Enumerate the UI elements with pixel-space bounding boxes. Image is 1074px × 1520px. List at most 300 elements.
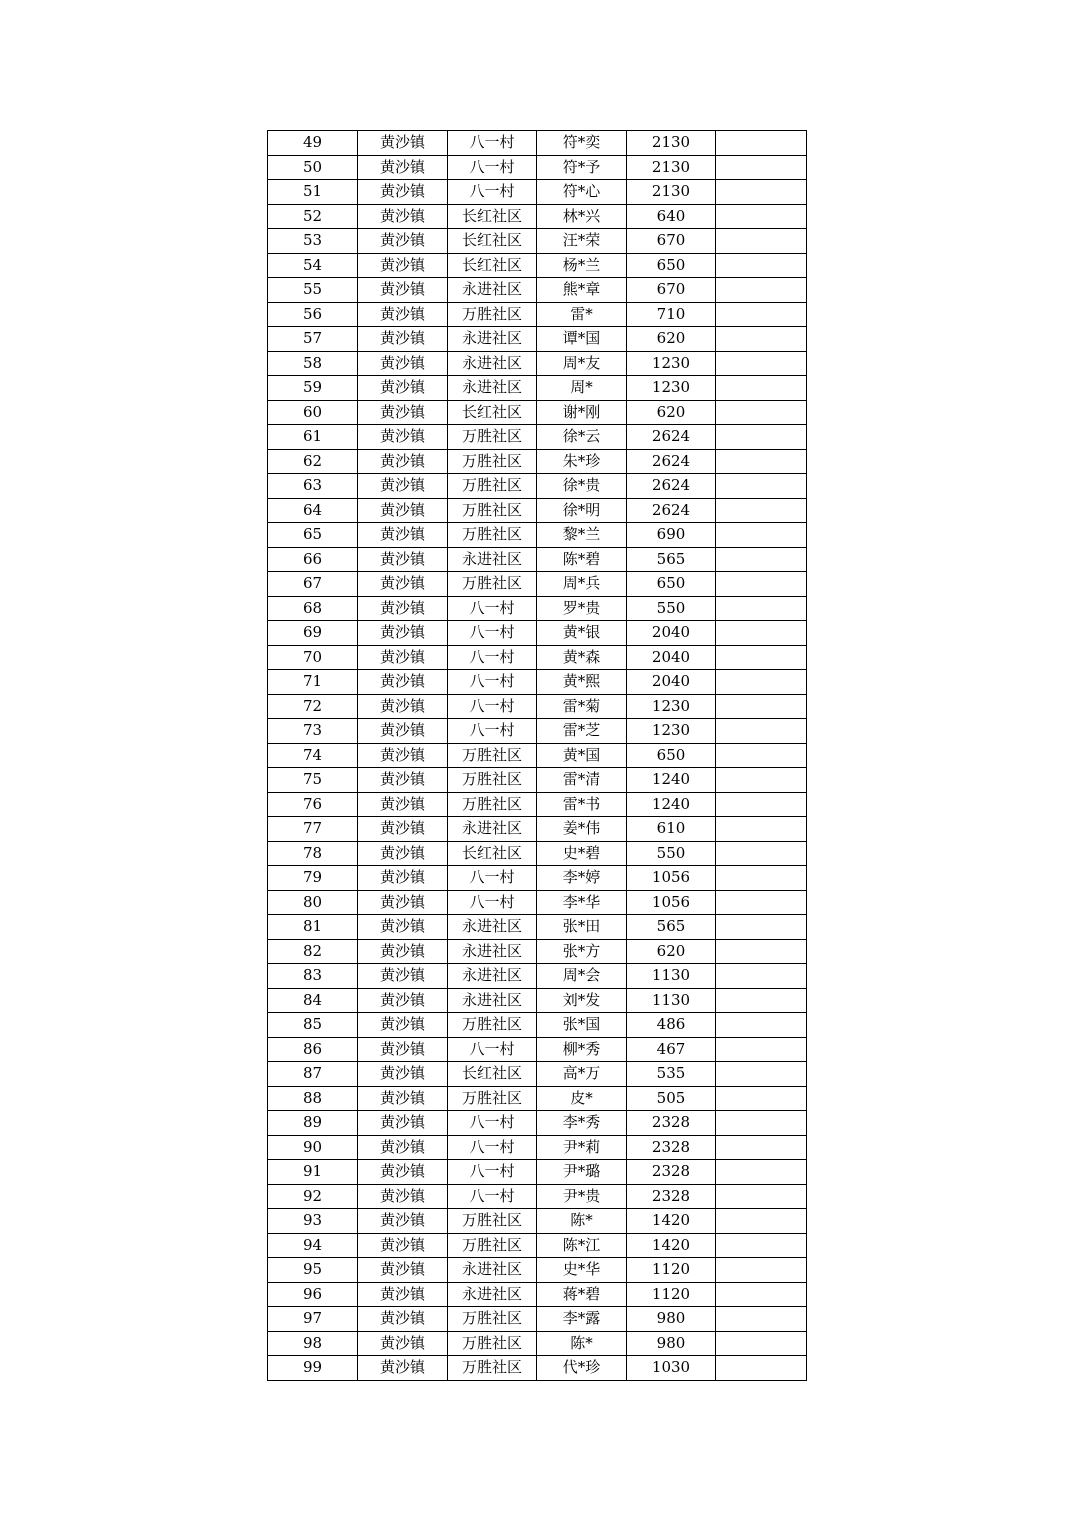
row-number-cell: 98 [268,1331,358,1356]
note-cell [716,621,807,646]
town-cell: 黄沙镇 [358,278,448,303]
table-row [268,1209,807,1234]
town-cell: 黄沙镇 [358,1356,448,1381]
row-number-cell: 66 [268,547,358,572]
table-row [268,1086,807,1111]
amount-cell: 610 [627,817,716,842]
note-cell [716,1258,807,1283]
amount-cell: 467 [627,1037,716,1062]
note-cell [716,400,807,425]
town-cell: 黄沙镇 [358,694,448,719]
row-number-cell: 61 [268,425,358,450]
note-cell [716,1135,807,1160]
village-cell: 永进社区 [448,939,537,964]
name-cell: 符*奕 [537,131,627,156]
village-cell: 八一村 [448,694,537,719]
table-row [268,229,807,254]
table-row [268,1282,807,1307]
amount-cell: 2130 [627,180,716,205]
row-number-cell: 50 [268,155,358,180]
name-cell: 尹*璐 [537,1160,627,1185]
village-cell: 八一村 [448,1160,537,1185]
note-cell [716,229,807,254]
name-cell: 符*心 [537,180,627,205]
town-cell: 黄沙镇 [358,425,448,450]
town-cell: 黄沙镇 [358,621,448,646]
table-row [268,572,807,597]
amount-cell: 1230 [627,719,716,744]
table-row [268,1184,807,1209]
amount-cell: 1420 [627,1209,716,1234]
village-cell: 永进社区 [448,327,537,352]
amount-cell: 1230 [627,351,716,376]
row-number-cell: 58 [268,351,358,376]
village-cell: 万胜社区 [448,768,537,793]
name-cell: 陈* [537,1209,627,1234]
town-cell: 黄沙镇 [358,302,448,327]
row-number-cell: 97 [268,1307,358,1332]
amount-cell: 980 [627,1331,716,1356]
village-cell: 长红社区 [448,841,537,866]
town-cell: 黄沙镇 [358,131,448,156]
village-cell: 永进社区 [448,817,537,842]
note-cell [716,1013,807,1038]
table-row [268,1013,807,1038]
name-cell: 周*友 [537,351,627,376]
amount-cell: 550 [627,841,716,866]
name-cell: 徐*贵 [537,474,627,499]
town-cell: 黄沙镇 [358,547,448,572]
amount-cell: 2040 [627,621,716,646]
note-cell [716,1160,807,1185]
table-row [268,400,807,425]
town-cell: 黄沙镇 [358,1160,448,1185]
village-cell: 八一村 [448,180,537,205]
village-cell: 永进社区 [448,547,537,572]
town-cell: 黄沙镇 [358,523,448,548]
table-row [268,817,807,842]
note-cell [716,792,807,817]
amount-cell: 1420 [627,1233,716,1258]
name-cell: 陈* [537,1331,627,1356]
name-cell: 尹*莉 [537,1135,627,1160]
table-row [268,890,807,915]
table-row [268,1258,807,1283]
roster-table-body [268,131,807,1381]
note-cell [716,278,807,303]
amount-cell: 2328 [627,1184,716,1209]
row-number-cell: 77 [268,817,358,842]
amount-cell: 1030 [627,1356,716,1381]
table-row [268,376,807,401]
note-cell [716,425,807,450]
amount-cell: 670 [627,278,716,303]
town-cell: 黄沙镇 [358,645,448,670]
row-number-cell: 81 [268,915,358,940]
amount-cell: 2624 [627,425,716,450]
amount-cell: 2040 [627,670,716,695]
name-cell: 雷*清 [537,768,627,793]
table-row [268,645,807,670]
table-row [268,1356,807,1381]
name-cell: 雷* [537,302,627,327]
name-cell: 雷*菊 [537,694,627,719]
row-number-cell: 96 [268,1282,358,1307]
name-cell: 黄*熙 [537,670,627,695]
note-cell [716,523,807,548]
name-cell: 姜*伟 [537,817,627,842]
town-cell: 黄沙镇 [358,670,448,695]
town-cell: 黄沙镇 [358,1209,448,1234]
name-cell: 徐*明 [537,498,627,523]
row-number-cell: 51 [268,180,358,205]
village-cell: 万胜社区 [448,1013,537,1038]
village-cell: 永进社区 [448,351,537,376]
town-cell: 黄沙镇 [358,474,448,499]
note-cell [716,841,807,866]
amount-cell: 670 [627,229,716,254]
town-cell: 黄沙镇 [358,253,448,278]
amount-cell: 2624 [627,474,716,499]
note-cell [716,180,807,205]
amount-cell: 650 [627,572,716,597]
name-cell: 符*予 [537,155,627,180]
amount-cell: 2328 [627,1111,716,1136]
note-cell [716,645,807,670]
note-cell [716,1356,807,1381]
note-cell [716,1037,807,1062]
row-number-cell: 74 [268,743,358,768]
village-cell: 八一村 [448,670,537,695]
amount-cell: 2328 [627,1160,716,1185]
table-row [268,1111,807,1136]
row-number-cell: 86 [268,1037,358,1062]
table-row [268,523,807,548]
row-number-cell: 88 [268,1086,358,1111]
village-cell: 八一村 [448,719,537,744]
table-row [268,1135,807,1160]
table-row [268,327,807,352]
village-cell: 长红社区 [448,400,537,425]
amount-cell: 620 [627,939,716,964]
name-cell: 雷*书 [537,792,627,817]
name-cell: 李*露 [537,1307,627,1332]
amount-cell: 550 [627,596,716,621]
note-cell [716,253,807,278]
name-cell: 张*田 [537,915,627,940]
table-row [268,915,807,940]
town-cell: 黄沙镇 [358,572,448,597]
table-row [268,204,807,229]
village-cell: 长红社区 [448,253,537,278]
table-row [268,621,807,646]
town-cell: 黄沙镇 [358,229,448,254]
row-number-cell: 62 [268,449,358,474]
village-cell: 八一村 [448,155,537,180]
name-cell: 汪*荣 [537,229,627,254]
note-cell [716,915,807,940]
row-number-cell: 83 [268,964,358,989]
village-cell: 长红社区 [448,1062,537,1087]
town-cell: 黄沙镇 [358,1282,448,1307]
table-row [268,1062,807,1087]
amount-cell: 640 [627,204,716,229]
note-cell [716,449,807,474]
name-cell: 史*华 [537,1258,627,1283]
row-number-cell: 89 [268,1111,358,1136]
row-number-cell: 85 [268,1013,358,1038]
village-cell: 万胜社区 [448,1331,537,1356]
table-row [268,302,807,327]
table-row [268,1160,807,1185]
amount-cell: 2130 [627,155,716,180]
town-cell: 黄沙镇 [358,792,448,817]
village-cell: 八一村 [448,645,537,670]
table-row [268,253,807,278]
town-cell: 黄沙镇 [358,376,448,401]
amount-cell: 505 [627,1086,716,1111]
name-cell: 刘*发 [537,988,627,1013]
table-row [268,498,807,523]
name-cell: 周*会 [537,964,627,989]
row-number-cell: 64 [268,498,358,523]
row-number-cell: 80 [268,890,358,915]
village-cell: 长红社区 [448,204,537,229]
name-cell: 张*国 [537,1013,627,1038]
note-cell [716,964,807,989]
name-cell: 罗*贵 [537,596,627,621]
row-number-cell: 68 [268,596,358,621]
town-cell: 黄沙镇 [358,768,448,793]
row-number-cell: 52 [268,204,358,229]
table-row [268,694,807,719]
row-number-cell: 76 [268,792,358,817]
village-cell: 万胜社区 [448,1086,537,1111]
amount-cell: 1230 [627,694,716,719]
name-cell: 周*兵 [537,572,627,597]
village-cell: 永进社区 [448,278,537,303]
row-number-cell: 70 [268,645,358,670]
table-row [268,1331,807,1356]
village-cell: 万胜社区 [448,498,537,523]
village-cell: 万胜社区 [448,302,537,327]
amount-cell: 2624 [627,449,716,474]
row-number-cell: 73 [268,719,358,744]
note-cell [716,155,807,180]
town-cell: 黄沙镇 [358,1184,448,1209]
table-row [268,792,807,817]
row-number-cell: 60 [268,400,358,425]
table-row [268,474,807,499]
row-number-cell: 94 [268,1233,358,1258]
name-cell: 陈*江 [537,1233,627,1258]
village-cell: 八一村 [448,131,537,156]
note-cell [716,204,807,229]
note-cell [716,743,807,768]
amount-cell: 1120 [627,1258,716,1283]
note-cell [716,376,807,401]
name-cell: 黄*国 [537,743,627,768]
row-number-cell: 63 [268,474,358,499]
name-cell: 高*万 [537,1062,627,1087]
village-cell: 万胜社区 [448,474,537,499]
amount-cell: 565 [627,547,716,572]
table-row [268,988,807,1013]
row-number-cell: 49 [268,131,358,156]
amount-cell: 980 [627,1307,716,1332]
row-number-cell: 71 [268,670,358,695]
village-cell: 永进社区 [448,915,537,940]
town-cell: 黄沙镇 [358,400,448,425]
row-number-cell: 53 [268,229,358,254]
name-cell: 林*兴 [537,204,627,229]
town-cell: 黄沙镇 [358,1111,448,1136]
amount-cell: 486 [627,1013,716,1038]
name-cell: 尹*贵 [537,1184,627,1209]
note-cell [716,768,807,793]
town-cell: 黄沙镇 [358,155,448,180]
village-cell: 永进社区 [448,376,537,401]
town-cell: 黄沙镇 [358,1307,448,1332]
town-cell: 黄沙镇 [358,743,448,768]
table-row [268,425,807,450]
name-cell: 史*碧 [537,841,627,866]
name-cell: 蒋*碧 [537,1282,627,1307]
note-cell [716,1233,807,1258]
village-cell: 万胜社区 [448,1209,537,1234]
note-cell [716,1209,807,1234]
village-cell: 万胜社区 [448,1233,537,1258]
town-cell: 黄沙镇 [358,351,448,376]
row-number-cell: 99 [268,1356,358,1381]
town-cell: 黄沙镇 [358,498,448,523]
table-row [268,351,807,376]
row-number-cell: 92 [268,1184,358,1209]
amount-cell: 1056 [627,890,716,915]
table-row [268,547,807,572]
table-row [268,866,807,891]
note-cell [716,866,807,891]
town-cell: 黄沙镇 [358,964,448,989]
amount-cell: 1130 [627,988,716,1013]
note-cell [716,817,807,842]
amount-cell: 650 [627,253,716,278]
table-row [268,155,807,180]
town-cell: 黄沙镇 [358,939,448,964]
amount-cell: 710 [627,302,716,327]
town-cell: 黄沙镇 [358,1037,448,1062]
name-cell: 李*华 [537,890,627,915]
town-cell: 黄沙镇 [358,1233,448,1258]
village-cell: 八一村 [448,1111,537,1136]
row-number-cell: 55 [268,278,358,303]
table-row [268,180,807,205]
note-cell [716,547,807,572]
table-row [268,743,807,768]
town-cell: 黄沙镇 [358,327,448,352]
town-cell: 黄沙镇 [358,890,448,915]
note-cell [716,1307,807,1332]
table-row [268,449,807,474]
name-cell: 徐*云 [537,425,627,450]
note-cell [716,498,807,523]
table-row [268,939,807,964]
table-row [268,719,807,744]
note-cell [716,939,807,964]
amount-cell: 1130 [627,964,716,989]
note-cell [716,1184,807,1209]
village-cell: 八一村 [448,1037,537,1062]
note-cell [716,351,807,376]
table-row [268,1233,807,1258]
town-cell: 黄沙镇 [358,1013,448,1038]
amount-cell: 1240 [627,792,716,817]
row-number-cell: 67 [268,572,358,597]
village-cell: 长红社区 [448,229,537,254]
name-cell: 谭*国 [537,327,627,352]
table-row [268,964,807,989]
town-cell: 黄沙镇 [358,596,448,621]
row-number-cell: 87 [268,1062,358,1087]
name-cell: 雷*芝 [537,719,627,744]
note-cell [716,1331,807,1356]
amount-cell: 650 [627,743,716,768]
table-row [268,1037,807,1062]
name-cell: 黄*森 [537,645,627,670]
village-cell: 万胜社区 [448,743,537,768]
note-cell [716,474,807,499]
row-number-cell: 95 [268,1258,358,1283]
row-number-cell: 54 [268,253,358,278]
amount-cell: 1056 [627,866,716,891]
village-cell: 永进社区 [448,1282,537,1307]
row-number-cell: 93 [268,1209,358,1234]
village-cell: 万胜社区 [448,425,537,450]
table-row [268,768,807,793]
note-cell [716,1062,807,1087]
amount-cell: 2328 [627,1135,716,1160]
town-cell: 黄沙镇 [358,204,448,229]
village-cell: 万胜社区 [448,523,537,548]
row-number-cell: 72 [268,694,358,719]
town-cell: 黄沙镇 [358,1135,448,1160]
town-cell: 黄沙镇 [358,449,448,474]
village-cell: 八一村 [448,890,537,915]
row-number-cell: 79 [268,866,358,891]
name-cell: 朱*珍 [537,449,627,474]
note-cell [716,596,807,621]
amount-cell: 2130 [627,131,716,156]
amount-cell: 2624 [627,498,716,523]
amount-cell: 2040 [627,645,716,670]
town-cell: 黄沙镇 [358,1062,448,1087]
row-number-cell: 69 [268,621,358,646]
name-cell: 熊*章 [537,278,627,303]
town-cell: 黄沙镇 [358,988,448,1013]
roster-table [267,130,807,1381]
town-cell: 黄沙镇 [358,817,448,842]
row-number-cell: 90 [268,1135,358,1160]
village-cell: 万胜社区 [448,572,537,597]
note-cell [716,131,807,156]
row-number-cell: 65 [268,523,358,548]
village-cell: 八一村 [448,866,537,891]
row-number-cell: 84 [268,988,358,1013]
amount-cell: 1240 [627,768,716,793]
note-cell [716,327,807,352]
town-cell: 黄沙镇 [358,1331,448,1356]
name-cell: 代*珍 [537,1356,627,1381]
